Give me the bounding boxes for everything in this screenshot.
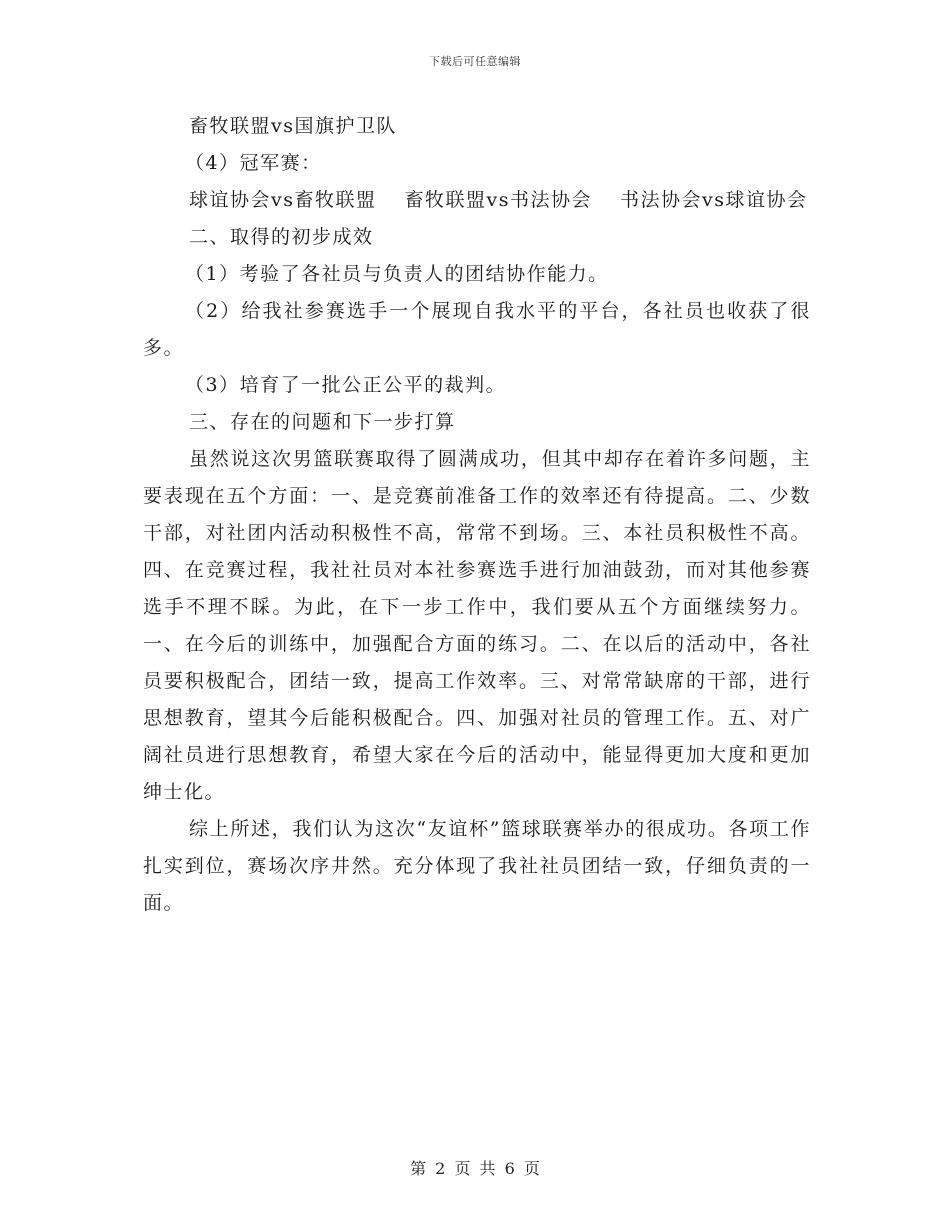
result-3: （3）培育了一批公正公平的裁判。 (185, 374, 507, 396)
final-matches (143, 182, 811, 219)
page-header-note: 下载后可任意编辑 (429, 55, 521, 68)
match-line: 畜牧联盟vs国旗护卫队 (189, 115, 397, 137)
page-number: 第 2 页 共 6 页 (410, 1159, 540, 1178)
final-heading: （4）冠军赛： (185, 152, 322, 174)
result-2: （2）给我社参赛选手一个展现自我水平的平台，各社员也收获了很多。 (143, 300, 811, 359)
document-body (143, 108, 811, 922)
final-match-3: 书法协会vs球谊协会 (620, 189, 808, 211)
section-3-title: 三、存在的问题和下一步打算 (189, 411, 456, 433)
final-match-2: 畜牧联盟vs书法协会 (404, 189, 592, 211)
summary-paragraph: 综上所述，我们认为这次“友谊杯”篮球联赛举办的很成功。各项工作扎实到位，赛场次序井然。充分体现了我社社员团结一致，仔细负责的一面。 (143, 818, 811, 914)
section-2-title: 二、取得的初步成效 (189, 226, 374, 248)
result-1: （1）考验了各社员与负责人的团结协作能力。 (185, 263, 609, 285)
final-match-1: 球谊协会vs畜牧联盟 (189, 189, 377, 211)
problems-paragraph: 虽然说这次男篮联赛取得了圆满成功，但其中却存在着许多问题，主要表现在五个方面：一、是竞赛前准备工作的效率还有待提高。二、少数干部，对社团内活动积极性不高，常常不到场。三、本社员积极性不高。四、在竞赛过程，我社社员对本社参赛选手进行加油鼓劲，而对其他参赛选手不理不睬。为此，在下一步工作中，我们要从五个方面继续努力。一、在今后的训练中，加强配合方面的练习。二、在以后的活动中，各社员要积极配合，团结一致，提高工作效率。三、对常常缺席的干部，进行思想教育，望其今后能积极配合。四、加强对社员的管理工作。五、对广阔社员进行思想教育，希望大家在今后的活动中，能显得更加大度和更加绅士化。 (143, 448, 811, 803)
